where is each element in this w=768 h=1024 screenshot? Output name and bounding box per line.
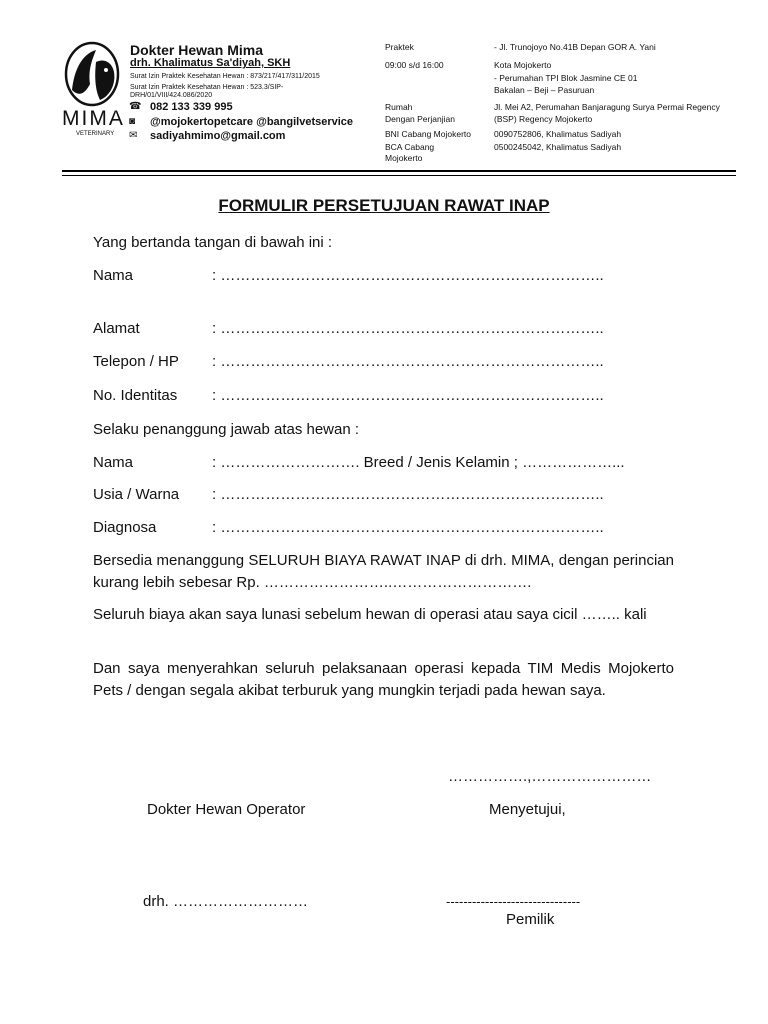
field-value-alamat[interactable]: : ………………………………………………………………….. xyxy=(212,320,604,337)
animal-value-usia[interactable]: : ………………………………………………………………….. xyxy=(212,486,604,503)
phone-icon: ☎ xyxy=(129,101,142,112)
praktek-label: Praktek xyxy=(385,42,414,52)
left-signature-name[interactable]: drh. ……………………… xyxy=(143,893,309,910)
animal-value-nama-breed[interactable]: : ………………………. Breed / Jenis Kelamin ; ………………... xyxy=(212,454,625,471)
animal-label-usia: Usia / Warna xyxy=(93,486,180,503)
consent-paragraph: Dan saya menyerahkan seluruh pelaksanaan operasi kepada TIM Medis Mojokerto Pets / dengan segala akibat terburuk yang mungkin terjadi pada hewan saya. xyxy=(93,660,674,699)
praktek-hours: 09:00 s/d 16:00 xyxy=(385,60,444,70)
header-divider-thick xyxy=(62,170,736,172)
phone-number: 082 133 339 995 xyxy=(150,101,233,113)
license-line-3: DRH/01/VIII/424.086/2020 xyxy=(130,92,213,99)
bank1-account: 0090752806, Khalimatus Sadiyah xyxy=(494,129,622,139)
doctor-name: drh. Khalimatus Sa'diyah, SKH xyxy=(130,57,291,69)
intro2-text: Selaku penanggung jawab atas hewan : xyxy=(93,421,360,438)
right-signature-line[interactable]: ------------------------------- xyxy=(446,894,581,909)
license-line-1: Surat Izin Praktek Kesehatan Hewan : 873/217/417/311/2015 xyxy=(130,73,320,80)
header-divider-thin xyxy=(62,175,736,176)
email-icon: ✉ xyxy=(129,130,138,141)
field-value-identitas[interactable]: : ………………………………………………………………….. xyxy=(212,387,604,404)
praktek-address-1: - Jl. Trunojoyo No.41B Depan GOR A. Yani xyxy=(494,42,656,52)
praktek-address-3: - Perumahan TPI Blok Jasmine CE 01 xyxy=(494,73,638,83)
field-label-nama: Nama xyxy=(93,267,134,284)
cat-dog-logo-icon xyxy=(62,40,128,155)
animal-value-diagnosa[interactable]: : ………………………………………………………………….. xyxy=(212,519,604,536)
left-signature-title: Dokter Hewan Operator xyxy=(147,801,306,818)
logo-subtext: VETERINARY xyxy=(76,131,115,137)
bank1-label: BNI Cabang Mojokerto xyxy=(385,129,471,139)
rumah-address: Jl. Mei A2, Perumahan Banjaragung Surya Permai Regency xyxy=(494,102,720,112)
email-address: sadiyahmimo@gmail.com xyxy=(150,130,286,142)
payment-paragraph: Seluruh biaya akan saya lunasi sebelum hewan di operasi atau saya cicil …….. kali xyxy=(93,606,647,623)
field-value-telepon[interactable]: : ………………………………………………………………….. xyxy=(212,353,604,370)
clinic-name: Dokter Hewan Mima xyxy=(130,42,264,58)
logo-text: MIMA xyxy=(62,107,125,130)
praktek-address-2: Kota Mojokerto xyxy=(494,60,552,70)
bank2-account: 0500245042, Khalimatus Sadiyah xyxy=(494,142,622,152)
rumah-label: Rumah xyxy=(385,102,413,112)
intro-text: Yang bertanda tangan di bawah ini : xyxy=(93,234,333,251)
bank2-label-city: Mojokerto xyxy=(385,153,423,163)
field-label-identitas: No. Identitas xyxy=(93,387,178,404)
instagram-icon: ◙ xyxy=(129,116,136,127)
license-line-2: Surat Izin Praktek Kesehatan Hewan : 523.3/SIP- xyxy=(130,84,284,91)
animal-label-nama: Nama xyxy=(93,454,134,471)
clinic-logo xyxy=(62,40,128,155)
date-line[interactable]: …………….,…………………… xyxy=(448,768,652,785)
cost-paragraph: Bersedia menanggung SELURUH BIAYA RAWAT INAP di drh. MIMA, dengan perincian kurang lebih sebesar Rp. ……………………..………………………. xyxy=(93,552,674,591)
rumah-note: Dengan Perjanjian xyxy=(385,114,455,124)
field-value-nama[interactable]: : ………………………………………………………………….. xyxy=(212,267,604,284)
right-signature-name: Pemilik xyxy=(506,911,555,928)
instagram-handles: @mojokertopetcare @bangilvetservice xyxy=(150,116,354,128)
right-signature-title: Menyetujui, xyxy=(489,801,566,818)
praktek-address-4: Bakalan – Beji – Pasuruan xyxy=(494,85,595,95)
form-title: FORMULIR PERSETUJUAN RAWAT INAP xyxy=(218,196,550,215)
rumah-address-2: (BSP) Regency Mojokerto xyxy=(494,114,593,124)
bank2-label: BCA Cabang xyxy=(385,142,435,152)
animal-label-diagnosa: Diagnosa xyxy=(93,519,157,536)
field-label-alamat: Alamat xyxy=(93,320,140,337)
field-label-telepon: Telepon / HP xyxy=(93,353,179,370)
